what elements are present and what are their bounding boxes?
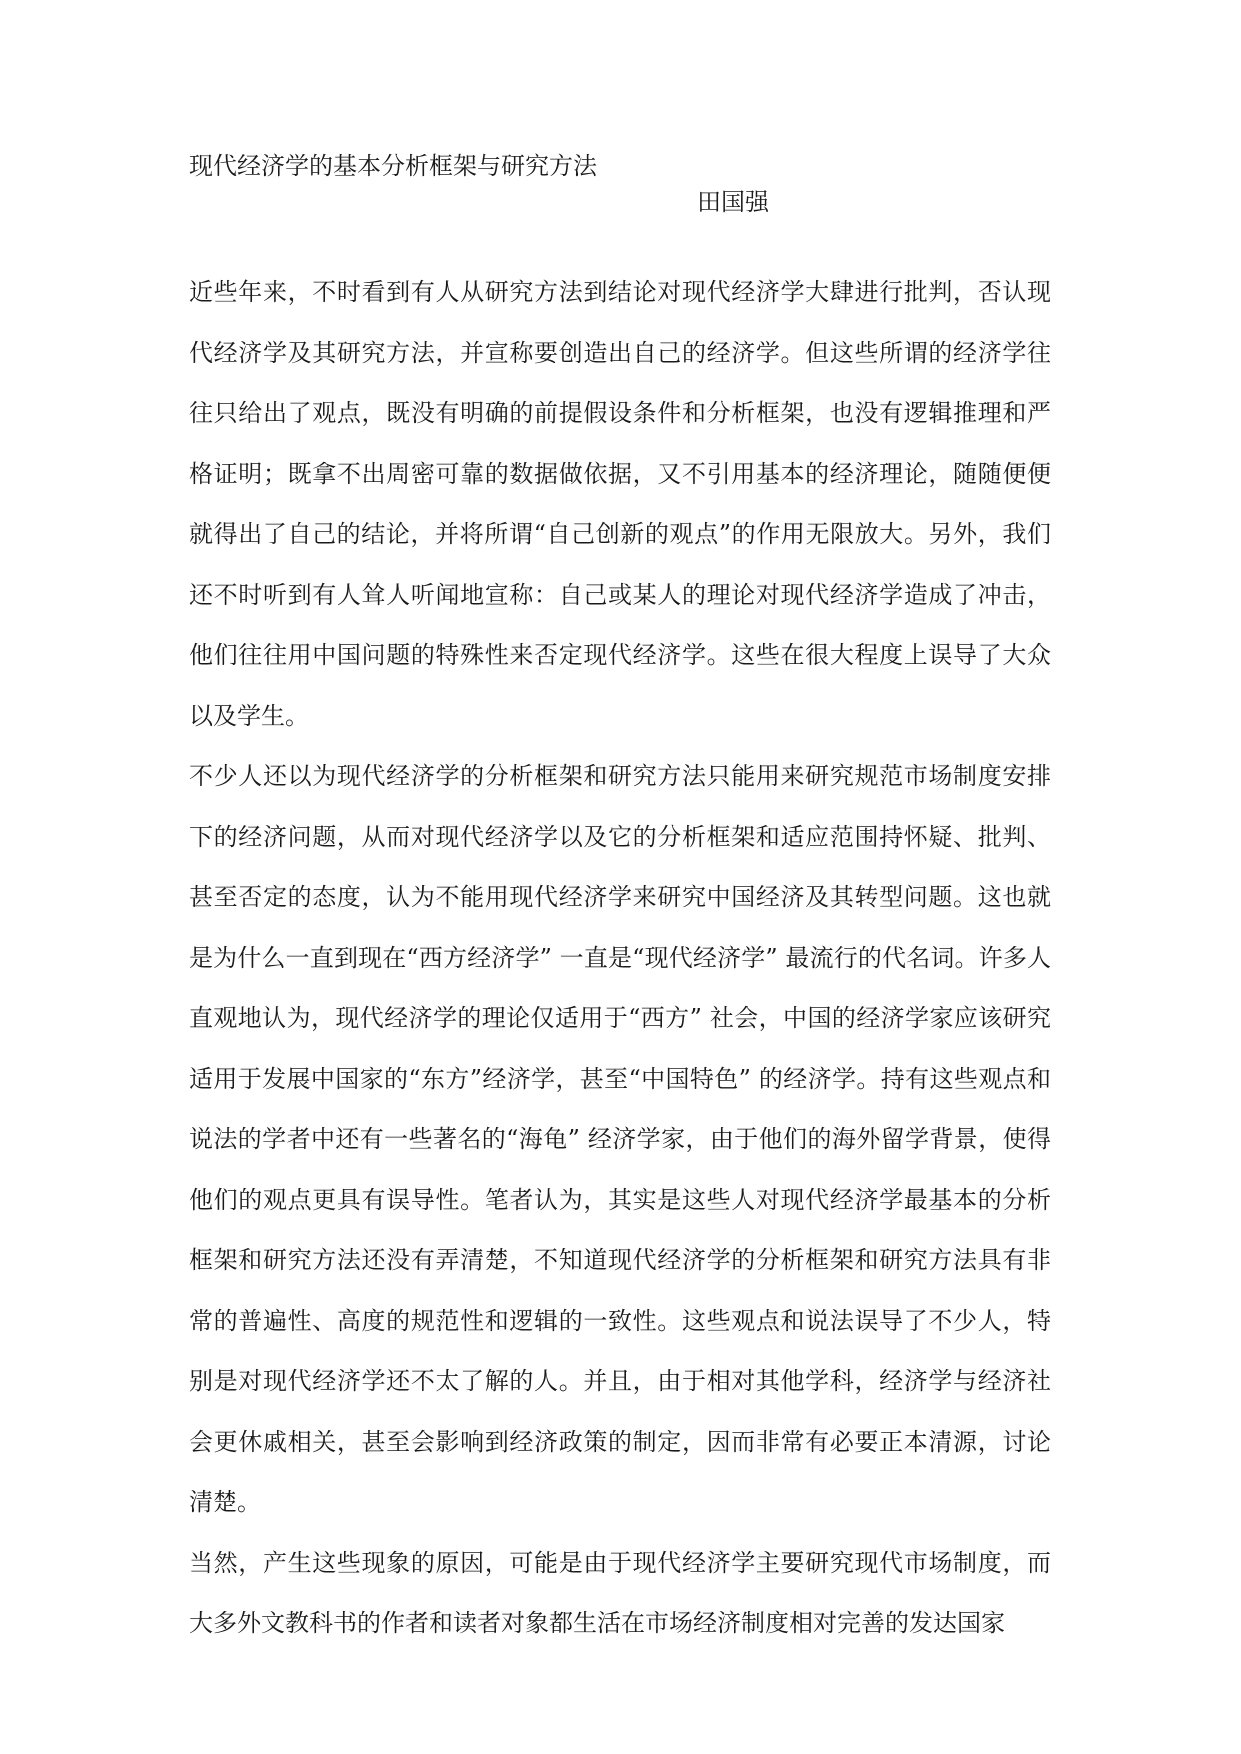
paragraph-3: 当然，产生这些现象的原因，可能是由于现代经济学主要研究现代市场制度，而大多外文教科书的作者和读者对象都生活在市场经济制度相对完善的发达国家 bbox=[189, 1548, 1051, 1637]
document-body bbox=[189, 262, 1051, 1654]
paragraph-1: 近些年来，不时看到有人从研究方法到结论对现代经济学大肆进行批判，否认现代经济学及其研究方法，并宣称要创造出自己的经济学。但这些所谓的经济学往往只给出了观点，既没有明确的前提假设条件和分析框架，也没有逻辑推理和严格证明；既拿不出周密可靠的数据做依据，又不引用基本的经济理论，随随便便就得出了自己的结论，并将所谓“自己创新的观点”的作用无限放大。另外，我们还不时听到有人耸人听闻地宣称：自己或某人的理论对现代经济学造成了冲击，他们往往用中国问题的特殊性来否定现代经济学。这些在很大程度上误导了大众以及学生。 bbox=[189, 278, 1051, 730]
paragraph-2: 不少人还以为现代经济学的分析框架和研究方法只能用来研究规范市场制度安排下的经济问题，从而对现代经济学以及它的分析框架和适应范围持怀疑、批判、甚至否定的态度，认为不能用现代经济学来研究中国经济及其转型问题。这也就是为什么一直到现在“西方经济学” 一直是“现代经济学” 最流行的代名词。许多人直观地认为，现代经济学的理论仅适用于“西方” 社会，中国的经济学家应该研究适用于发展中国家的“东方”经济学，甚至“中国特色” 的经济学。持有这些观点和说法的学者中还有一些著名的“海龟” 经济学家，由于他们的海外留学背景，使得他们的观点更具有误导性。笔者认为，其实是这些人对现代经济学最基本的分析框架和研究方法还没有弄清楚，不知道现代经济学的分析框架和研究方法具有非常的普遍性、高度的规范性和逻辑的一致性。这些观点和说法误导了不少人，特别是对现代经济学还不太了解的人。并且，由于相对其他学科，经济学与经济社会更休戚相关，甚至会影响到经济政策的制定，因而非常有必要正本清源，讨论清楚。 bbox=[189, 762, 1051, 1516]
document-title: 现代经济学的基本分析框架与研究方法 bbox=[189, 152, 597, 180]
document-author: 田国强 bbox=[697, 188, 769, 216]
